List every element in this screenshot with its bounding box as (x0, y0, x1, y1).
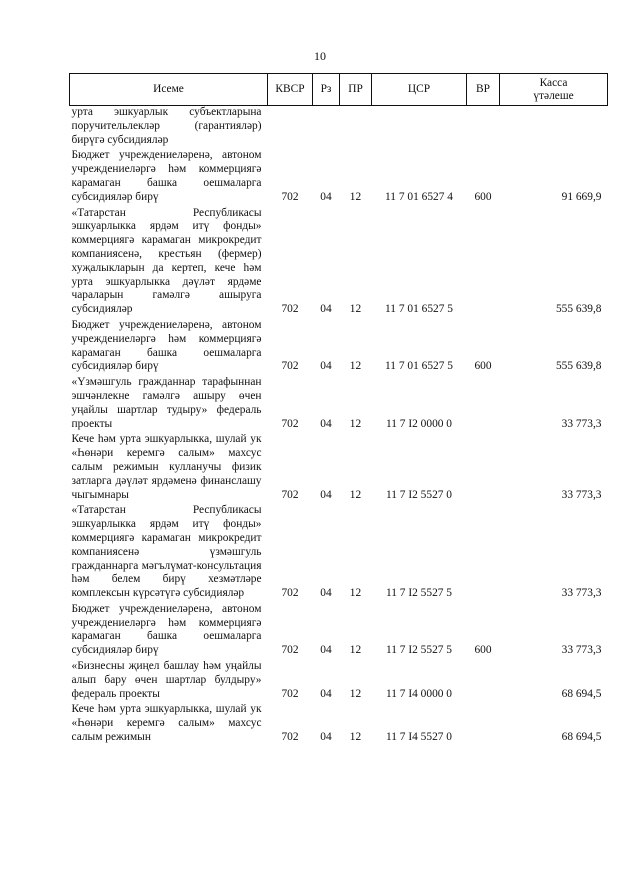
cell-vr (467, 376, 500, 433)
col-header-name: Исеме (70, 74, 268, 106)
cell-name: «Татарстан Республикасы эшкуарлыкка ярдәм итү фонды» коммерциягә карамаган микрокредит компаниясенә үзмәшгуль гражданнарга мәгълүмат-консультация һәм белем бирү хезмәтләре комплексын күрсәтүгә субсидияләр (71, 504, 262, 600)
cell-kvsr: 702 (281, 644, 299, 657)
cell-kvsr: 702 (281, 687, 299, 700)
col-header-rz: Рз (313, 74, 340, 106)
cell-csr: 11 7 01 6527 5 (385, 360, 453, 373)
cell-csr: 11 7 01 6527 4 (385, 190, 453, 203)
cell-csr: 11 7 I2 0000 0 (385, 417, 453, 430)
cell-csr (372, 106, 467, 150)
cell-pr: 12 (349, 488, 362, 501)
cell-rz: 04 (320, 587, 332, 600)
table-header (70, 74, 608, 106)
cell-csr: 11 7 01 6527 5 (385, 303, 453, 316)
cell-vr (467, 703, 500, 746)
cell-rz: 04 (320, 303, 332, 316)
cell-kvsr: 702 (281, 731, 299, 744)
cell-name: урта эшкуарлык субъектларына поручительлекләр (гарантияләр) бирүгә субсидияләр (71, 106, 262, 146)
cell-vr (467, 207, 500, 319)
cell-name: Бюджет учреждениеләренә, автоном учреждениеләргә һәм коммерциягә карамаган башка оешмаларга субсидияләр бирү (71, 602, 262, 657)
cell-vr (467, 660, 500, 703)
cell-rz (313, 106, 340, 150)
budget-table (69, 73, 608, 747)
table-row (70, 504, 608, 603)
cell-name: Кече һәм урта эшкуарлыкка, шулай ук «Һөнәри керемгә салым» махсус салым режимын кулланучы физик затларга дәүләт ярдәменә финанслашу чыгымнары (71, 433, 262, 501)
cell-name: «Үзмәшгуль гражданнар тарафыннан эшчәнлекне гамәлгә ашыру өчен уңайлы шартлар тудыру» федераль проекты (71, 376, 262, 430)
cell-csr: 11 7 I2 5527 0 (385, 488, 453, 501)
cell-kassa (500, 106, 608, 150)
cell-vr: 600 (474, 190, 492, 203)
cell-vr (467, 106, 500, 150)
cell-rz: 04 (320, 417, 332, 430)
cell-rz: 04 (320, 644, 332, 657)
cell-csr: 11 7 I4 5527 0 (385, 731, 453, 744)
cell-pr: 12 (349, 303, 362, 316)
cell-kassa: 555 639,8 (555, 303, 602, 316)
table-row (70, 207, 608, 319)
table-row (70, 660, 608, 703)
cell-name: «Татарстан Республикасы эшкуарлыкка ярдәм итү фонды» коммерциягә карамаган микрокредит компаниясенә, крестьян (фермер) хуҗалыкларын да кертеп, кече һәм урта эшкуарлыкка дәүләт ярдәме чараларын гамәлгә ашыруга субсидияләр (71, 206, 262, 316)
table-row (70, 703, 608, 746)
col-header-pr: ПР (340, 74, 372, 106)
cell-pr: 12 (349, 190, 362, 203)
cell-name: Кече һәм урта эшкуарлыкка, шулай ук «Һөнәри керемгә салым» махсус салым режимын (71, 703, 262, 744)
cell-kassa: 33 773,3 (561, 417, 602, 430)
cell-csr: 11 7 I4 0000 0 (385, 687, 453, 700)
cell-rz: 04 (320, 360, 332, 373)
cell-kvsr: 702 (281, 587, 299, 600)
col-header-kassa: Касса үтәлеше (500, 74, 608, 106)
cell-kvsr: 702 (281, 360, 299, 373)
table-row (70, 149, 608, 206)
page-number: 10 (314, 49, 326, 63)
table-row (70, 603, 608, 660)
cell-csr: 11 7 I2 5527 5 (385, 644, 453, 657)
table-row (70, 376, 608, 433)
table-row (70, 106, 608, 150)
cell-vr: 600 (474, 644, 492, 657)
cell-kassa: 68 694,5 (561, 731, 602, 744)
table-row (70, 319, 608, 376)
cell-pr: 12 (349, 587, 362, 600)
cell-kassa: 555 639,8 (555, 360, 602, 373)
cell-csr: 11 7 I2 5527 5 (385, 587, 453, 600)
cell-kassa: 33 773,3 (561, 644, 602, 657)
cell-vr (467, 433, 500, 504)
cell-kassa: 33 773,3 (561, 488, 602, 501)
table-row (70, 433, 608, 504)
cell-pr: 12 (349, 360, 362, 373)
cell-pr (340, 106, 372, 150)
cell-rz: 04 (320, 488, 332, 501)
col-header-csr: ЦСР (372, 74, 467, 106)
cell-kassa: 33 773,3 (561, 587, 602, 600)
cell-kvsr: 702 (281, 303, 299, 316)
table-body (70, 106, 608, 747)
cell-kassa: 68 694,5 (561, 687, 602, 700)
cell-name: Бюджет учреждениеләренә, автоном учреждениеләргә һәм коммерциягә карамаган башка оешмаларга субсидияләр бирү (71, 149, 262, 203)
cell-kvsr: 702 (281, 417, 299, 430)
cell-rz: 04 (320, 731, 332, 744)
cell-pr: 12 (349, 731, 362, 744)
cell-rz: 04 (320, 687, 332, 700)
cell-kassa: 91 669,9 (561, 190, 602, 203)
cell-pr: 12 (349, 417, 362, 430)
cell-pr: 12 (349, 687, 362, 700)
col-header-vr: ВР (467, 74, 500, 106)
cell-name: «Бизнесны җиңел башлау һәм уңайлы алып бару өчен шартлар булдыру» федераль проекты (71, 660, 262, 700)
cell-vr: 600 (474, 360, 492, 373)
cell-vr (467, 504, 500, 603)
cell-kvsr (268, 106, 313, 150)
cell-pr: 12 (349, 644, 362, 657)
cell-rz: 04 (320, 190, 332, 203)
col-header-kvsr: КВСР (268, 74, 313, 106)
cell-kvsr: 702 (281, 488, 299, 501)
cell-name: Бюджет учреждениеләренә, автоном учреждениеләргә һәм коммерциягә карамаган башка оешмаларга субсидияләр бирү (71, 318, 262, 373)
cell-kvsr: 702 (281, 190, 299, 203)
